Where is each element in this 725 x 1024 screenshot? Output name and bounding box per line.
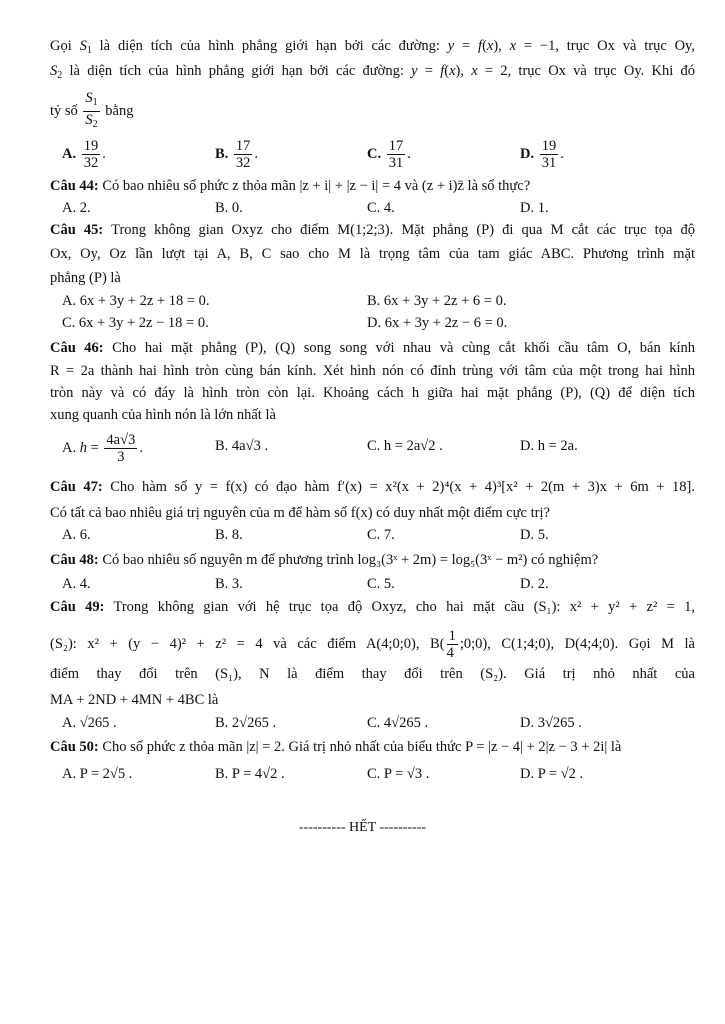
q48-option-a: A. 4. (62, 576, 91, 592)
q45-line-3: phẳng (P) là (50, 270, 121, 286)
q46-option-c: C. h = 2a√2 . (367, 438, 443, 454)
q46-line-1: Câu 46: Cho hai mặt phẳng (P), (Q) song song với nhau và cùng cắt khối cầu tâm O, bán kính (50, 340, 695, 356)
q45-option-b: B. 6x + 3y + 2z + 6 = 0. (367, 293, 507, 309)
q46-option-b: B. 4a√3 . (215, 438, 269, 454)
intro-option-b: B. $\frac{17}{32}$ . (215, 138, 259, 171)
q45-line-2: Ox, Oy, Oz lần lượt tại A, B, C sao cho M là trọng tâm của tam giác ABC. Phương trình mặt (50, 246, 695, 262)
q45-option-d: D. 6x + 3y + 2z − 6 = 0. (367, 315, 508, 331)
q48-option-b: B. 3. (215, 576, 243, 592)
q50-option-b: B. P = 4√2 . (215, 766, 285, 782)
intro-option-c: C. $\frac{17}{31}$ . (367, 138, 411, 171)
q49-option-a: A. √265 . (62, 715, 117, 731)
q49-option-d: D. 3√265 . (520, 715, 582, 731)
q47-option-c: C. 7. (367, 527, 395, 543)
q50-stem: Câu 50: Cho số phức z thỏa mãn |z| = 2. Giá trị nhỏ nhất của biểu thức P = |z − 4| + 2|z − 3 + 2i| là (50, 739, 622, 755)
q44-option-b: B. 0. (215, 200, 243, 216)
q48-option-c: C. 5. (367, 576, 395, 592)
q46-line-3: tròn này và có đáy là hình tròn còn lại. Khoảng cách h giữa hai mặt phẳng (P), (Q) để diện tích (50, 385, 695, 401)
q46-line-2: R = 2a thành hai hình tròn cùng bán kính. Xét hình nón có đỉnh trùng với tâm của một trong hai hình (50, 363, 695, 379)
q50-option-c: C. P = √3 . (367, 766, 430, 782)
q45-line-1: Câu 45: Trong không gian Oxyz cho điểm M(1;2;3). Mặt phẳng (P) đi qua M cắt các trục tọa độ (50, 222, 695, 238)
q44-stem: Câu 44: Có bao nhiêu số phức z thỏa mãn |z + i| + |z − i| = 4 và (z + i)z̄ là số thực? (50, 178, 531, 194)
q48-stem: Câu 48: Có bao nhiêu số nguyên m để phương trình log₃(3ˣ + 2m) = log₅(3ˣ − m²) có nghiệm? (50, 552, 599, 568)
q45-option-a: A. 6x + 3y + 2z + 18 = 0. (62, 293, 210, 309)
q44-option-d: D. 1. (520, 200, 549, 216)
intro-line-2: $S_2$ là diện tích của hình phẳng giới hạn bởi các đường: y = f(x), x = 2, trục Ox và trục Oy. Khi đó (50, 63, 695, 81)
q48-option-d: D. 2. (520, 576, 549, 592)
q47-option-d: D. 5. (520, 527, 549, 543)
q49-option-c: C. 4√265 . (367, 715, 429, 731)
intro-option-d: D. $\frac{19}{31}$ . (520, 138, 564, 171)
q47-option-b: B. 8. (215, 527, 243, 543)
q44-option-a: A. 2. (62, 200, 91, 216)
intro-line-1: Gọi $S_1$ là diện tích của hình phẳng giới hạn bởi các đường: y = f(x), x = −1, trục Ox và trục Oy, (50, 38, 695, 56)
q46-option-a: A. h = $\frac{4a√3}{3}$ . (62, 432, 143, 465)
q46-option-d: D. h = 2a. (520, 438, 578, 454)
q50-option-a: A. P = 2√5 . (62, 766, 133, 782)
end-marker: ---------- HẾT ---------- (298, 820, 427, 835)
q49-option-b: B. 2√265 . (215, 715, 277, 731)
q49-line-3: điểm thay đổi trên (S₁), N là điểm thay đổi trên (S₂). Giá trị nhỏ nhất của (50, 666, 695, 682)
q45-option-c: C. 6x + 3y + 2z − 18 = 0. (62, 315, 209, 331)
intro-line-3: tỷ số $\frac{S_1}{S_2}$ bằng (50, 90, 134, 130)
q47-line-1: Câu 47: Cho hàm số y = f(x) có đạo hàm f′(x) = x²(x + 2)⁴(x + 4)³[x² + 2(m + 3)x + 6m + 18]. (50, 479, 695, 495)
q50-option-d: D. P = √2 . (520, 766, 584, 782)
q49-line-1: Câu 49: Trong không gian với hệ trục tọa độ Oxyz, cho hai mặt cầu (S₁): x² + y² + z² = 1, (50, 599, 695, 615)
q46-line-4: xung quanh của hình nón là lớn nhất là (50, 407, 276, 423)
q47-line-2: Có tất cả bao nhiêu giá trị nguyên của m để hàm số f(x) có duy nhất một điểm cực trị? (50, 505, 550, 521)
q44-option-c: C. 4. (367, 200, 395, 216)
intro-option-a: A. $\frac{19}{32}$ . (62, 138, 106, 171)
q47-option-a: A. 6. (62, 527, 91, 543)
q49-line-2: (S₂): x² + (y − 4)² + z² = 4 và các điểm A(4;0;0), B( $\frac{1}{4}$ ;0;0), C(1;4;0), D(4;4;0). Gọi M là (50, 628, 695, 661)
q49-line-4: MA + 2ND + 4MN + 4BC là (50, 692, 219, 708)
